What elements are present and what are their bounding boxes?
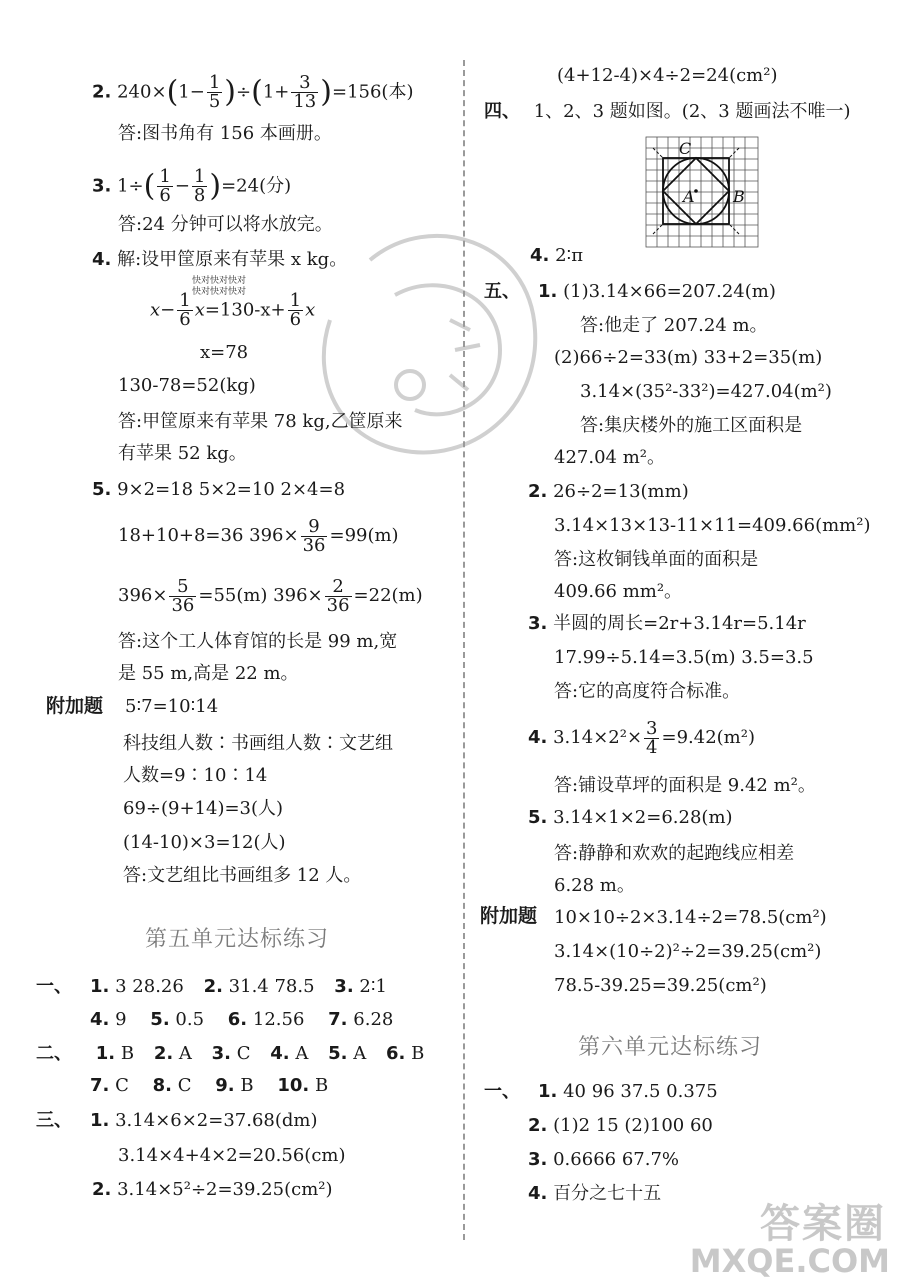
unit6-heading: 第六单元达标练习 — [578, 1035, 763, 1060]
extra-right-line1: 10×10÷2×3.14÷2=78.5(cm²) — [554, 907, 827, 928]
fraction: $\frac{1}{6}$ — [159, 166, 171, 206]
prev-calc: (4+12-4)×4÷2=24(cm²) — [557, 65, 778, 86]
s5-q3-answer: 答:它的高度符合标准。 — [554, 681, 741, 702]
unit6-s1-line3: 3. 0.6666 67.7% — [528, 1149, 679, 1170]
q2-answer: 答:图书角有 156 本画册。 — [118, 123, 332, 144]
q5-line2: 18+10+8=36 396× $\frac{9}{36}$ =99(m) — [118, 515, 399, 556]
s5-q1-line4: 3.14×(35²-33²)=427.04(m²) — [580, 381, 832, 402]
extra-label-right: 附加题 — [480, 905, 538, 927]
tiny-text: 快对快对快对 — [192, 276, 247, 286]
extra-answer: 答:文艺组比书画组多 12 人。 — [123, 865, 362, 886]
q2-equation: 2. 240×(1− $\frac{1}{5}$ )÷(1+ $\frac{3}{13}$ )=156(本) — [92, 72, 414, 112]
fraction: $\frac{3}{4}$ — [646, 717, 658, 758]
label-a: A — [683, 187, 695, 206]
q3-equation: 3. 1÷( $\frac{1}{6}$ − $\frac{1}{8}$ )=24(分) — [92, 166, 292, 206]
fraction: $\frac{1}{5}$ — [208, 72, 221, 112]
q4-calc: 130-78=52(kg) — [118, 375, 256, 396]
extra-line4: 69÷(9+14)=3(人) — [123, 798, 284, 819]
extra-label: 附加题 — [46, 695, 104, 717]
s5-q2-answer-cont: 409.66 mm²。 — [554, 581, 683, 602]
watermark-url: MXQE.COM — [689, 1242, 890, 1280]
unit6-s1-line2: 2. (1)2 15 (2)100 60 — [528, 1115, 713, 1136]
s4-line: 四、 1、2、3 题如图。(2、3 题画法不唯一) — [484, 101, 851, 122]
right-column — [462, 0, 900, 1284]
unit6-s1-line1: 一、 1. 40 96 37.5 0.375 — [484, 1081, 718, 1102]
circle-grid-figure — [645, 136, 759, 248]
s5-q2-line1: 2. 26÷2=13(mm) — [528, 481, 689, 502]
s5-q1-answer: 答:他走了 207.24 m。 — [580, 315, 768, 336]
unit6-s1-line4: 4. 百分之七十五 — [528, 1183, 662, 1204]
unit5-s1-row1: 一、 1. 3 28.26 2. 31.4 78.5 3. 2∶1 — [36, 976, 387, 997]
unit5-s1-row2: 4. 9 5. 0.5 6. 12.56 7. 6.28 — [90, 1009, 394, 1030]
q4-line1: 4. 解:设甲筐原来有苹果 x kg。 — [92, 249, 348, 270]
unit5-s3-line3: 2. 3.14×5²÷2=39.25(cm²) — [92, 1179, 333, 1200]
q3-answer: 答:24 分钟可以将水放完。 — [118, 214, 333, 235]
fraction: $\frac{1}{8}$ — [193, 166, 206, 206]
unit5-heading: 第五单元达标练习 — [145, 927, 330, 952]
extra-line3: 人数=9∶10∶14 — [123, 765, 268, 786]
q4-answer-cont: 有苹果 52 kg。 — [118, 443, 247, 464]
q5-answer-cont: 是 55 m,高是 22 m。 — [118, 663, 299, 684]
q4-result: x=78 — [200, 342, 249, 363]
watermark-logo-text: 答案圈 — [760, 1201, 886, 1247]
fraction: $\frac{1}{6}$ — [179, 290, 191, 330]
site-watermark — [689, 1190, 900, 1284]
q5-line1: 5. 9×2=18 5×2=10 2×4=8 — [92, 479, 346, 500]
extra-line5: (14-10)×3=12(人) — [123, 832, 286, 853]
s5-q5-answer: 答:静静和欢欢的起跑线应相差 — [554, 843, 795, 864]
label-c: C — [679, 139, 692, 158]
unit5-s2-row1: 二、 1. B 2. A 3. C 4. A 5. A 6. B — [36, 1043, 425, 1064]
s5-q3-line2: 17.99÷5.14=3.5(m) 3.5=3.5 — [554, 647, 814, 668]
s5-q4-answer: 答:铺设草坪的面积是 9.42 m²。 — [554, 775, 816, 796]
label-b: B — [733, 187, 745, 206]
fraction: $\frac{9}{36}$ — [302, 515, 326, 556]
s5-q5-line1: 5. 3.14×1×2=6.28(m) — [528, 807, 733, 828]
s5-q5-answer-cont: 6.28 m。 — [554, 875, 635, 896]
q5-answer: 答:这个工人体育馆的长是 99 m,宽 — [118, 631, 398, 652]
s5-q2-answer: 答:这枚铜钱单面的面积是 — [554, 549, 759, 570]
extra-line2: 科技组人数∶书画组人数∶文艺组 — [123, 733, 393, 754]
fraction: $\frac{1}{6}$ — [289, 290, 302, 330]
unit5-s3-line1: 三、 1. 3.14×6×2=37.68(dm) — [36, 1110, 318, 1131]
tiny-text: 快对快对快对 — [192, 287, 247, 297]
unit5-s3-line2: 3.14×4+4×2=20.56(cm) — [118, 1145, 346, 1166]
s5-q3-line1: 3. 半圆的周长=2r+3.14r=5.14r — [528, 613, 806, 634]
unit5-s2-row2: 7. C 8. C 9. B 10. B — [90, 1075, 329, 1096]
extra-line1: 5∶7=10∶14 — [125, 696, 219, 717]
s5-q1-answer2: 答:集庆楼外的施工区面积是 — [580, 415, 803, 436]
s5-q4-line1: 4. 3.14×2²× $\frac{3}{4}$ =9.42(m²) — [528, 717, 755, 758]
s5-q2-line2: 3.14×13×13-11×11=409.66(mm²) — [554, 515, 871, 536]
q4-answer: 答:甲筐原来有苹果 78 kg,乙筐原来 — [118, 411, 403, 432]
fraction: $\frac{5}{36}$ — [171, 575, 195, 616]
extra-right-line3: 78.5-39.25=39.25(cm²) — [554, 975, 767, 996]
s5-q1-line3: (2)66÷2=33(m) 33+2=35(m) — [554, 347, 823, 368]
extra-right-line2: 3.14×(10÷2)²÷2=39.25(cm²) — [554, 941, 822, 962]
fraction: $\frac{3}{13}$ — [293, 72, 317, 112]
fraction: $\frac{2}{36}$ — [326, 575, 350, 616]
s5-q1-answer2-cont: 427.04 m²。 — [554, 447, 665, 468]
q4-equation: x− $\frac{1}{6}$ x=130-x+ $\frac{1}{6}$ x — [150, 290, 316, 330]
s5-q1-line1: 五、 1. (1)3.14×66=207.24(m) — [484, 281, 776, 302]
q5-line3: 396× $\frac{5}{36}$ =55(m) 396× $\frac{2}{36}$ =22(m) — [118, 575, 423, 616]
s4-q4: 4. 2∶π — [530, 245, 584, 266]
